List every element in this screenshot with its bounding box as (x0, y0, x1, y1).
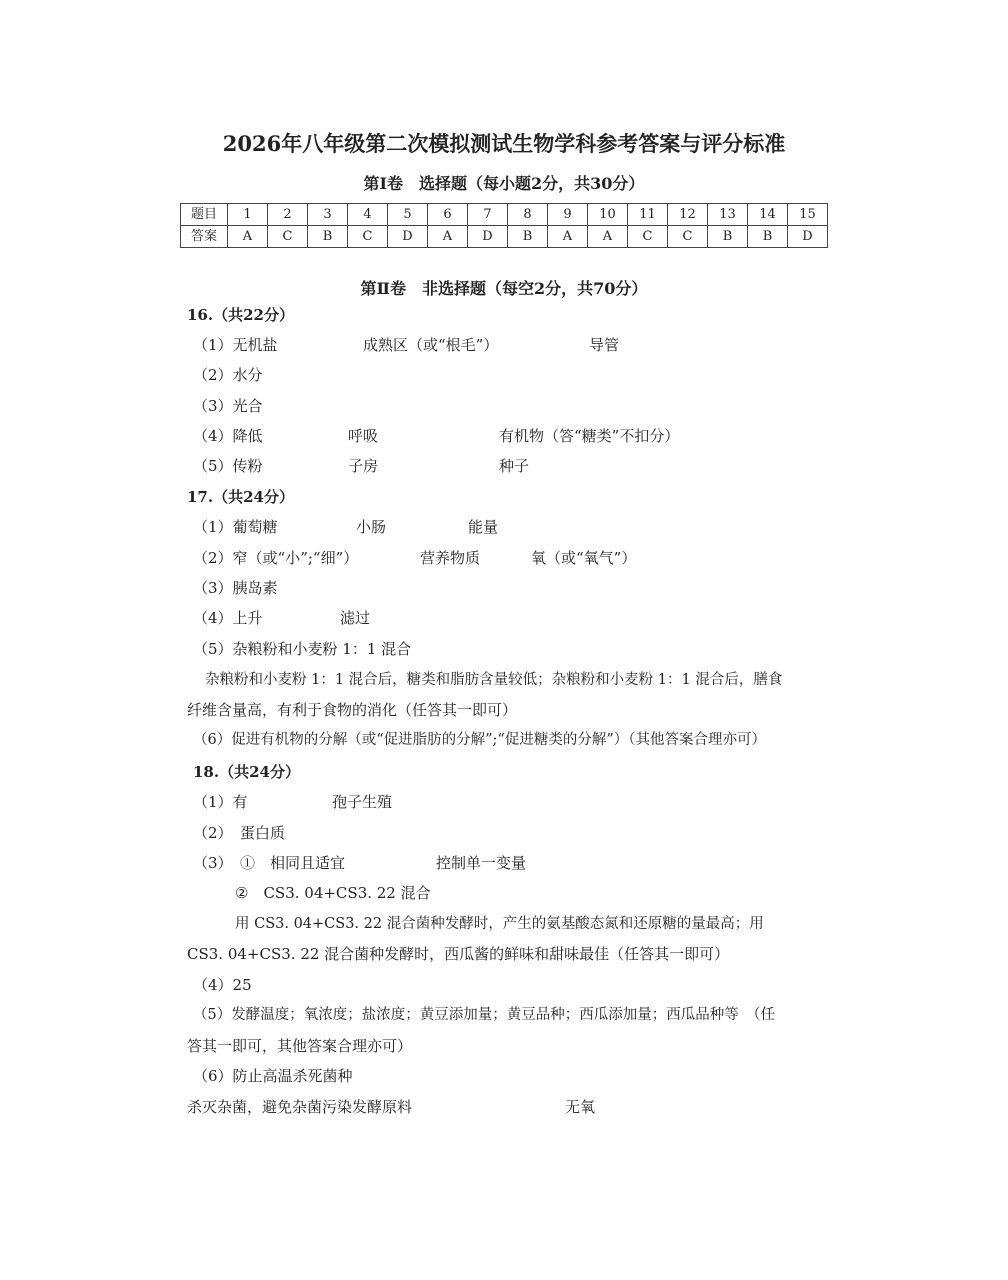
answer-table (180, 203, 828, 248)
q17-4-answer-b: 滤过 (340, 609, 371, 627)
question-number: 4 (348, 204, 388, 226)
question-number: 5 (388, 204, 428, 226)
q18-2-answer: （2） 蛋白质 (193, 824, 286, 842)
q17-2-answer-b: 营养物质 (420, 549, 481, 567)
q16-title: 16.（共22分） (187, 306, 294, 324)
question-number-row (181, 204, 828, 226)
question-number: 14 (748, 204, 788, 226)
q18-4-answer: （4）25 (193, 976, 252, 994)
answer-cell: B (708, 226, 748, 248)
q18-3-answer-c: ② CS3. 04+CS3. 22 混合 (235, 884, 431, 902)
question-number: 12 (668, 204, 708, 226)
q17-1-answer-a: （1）葡萄糖 (193, 518, 278, 536)
q18-1-answer-a: （1）有 (193, 793, 248, 811)
question-number: 9 (548, 204, 588, 226)
q17-5-answer: （5）杂粮粉和小麦粉 1：1 混合 (193, 640, 412, 658)
q17-1-answer-b: 小肠 (356, 518, 387, 536)
q18-3-answer-a: （3） ① 相同且适宜 (193, 854, 346, 872)
q16-1-answer-c: 导管 (589, 336, 620, 354)
q18-3-explanation-line2: CS3. 04+CS3. 22 混合菌种发酵时，西瓜酱的鲜味和甜味最佳（任答其一即可） (187, 945, 730, 963)
answer-cell: C (628, 226, 668, 248)
answer-cell: A (428, 226, 468, 248)
q17-6-answer: （6）促进有机物的分解（或“促进脂肪的分解”;“促进糖类的分解”）（其他答案合理亦可） (193, 732, 767, 748)
answer-cell: C (348, 226, 388, 248)
q16-1-answer-b: 成熟区（或“根毛”） (363, 336, 499, 354)
question-number: 15 (788, 204, 828, 226)
q16-5-answer-c: 种子 (499, 457, 530, 475)
answer-cell: D (788, 226, 828, 248)
q18-1-answer-b: 孢子生殖 (332, 793, 393, 811)
q16-1-answer-a: （1）无机盐 (193, 336, 278, 354)
q16-3-answer: （3）光合 (193, 397, 263, 415)
q17-2-answer-a: （2）窄（或“小”;“细”） (193, 549, 359, 567)
row-label-answer: 答案 (181, 226, 228, 248)
question-number: 11 (628, 204, 668, 226)
answer-cell: A (548, 226, 588, 248)
answer-cell: C (668, 226, 708, 248)
q17-4-answer-a: （4）上升 (193, 609, 263, 627)
q18-7-answer-b: 无氧 (565, 1098, 596, 1116)
question-number: 6 (428, 204, 468, 226)
q17-2-answer-c: 氧（或“氧气”） (531, 549, 637, 567)
answer-cell: C (268, 226, 308, 248)
part-one-heading: 第Ⅰ卷 选择题（每小题2分，共30分） (363, 174, 645, 193)
q17-5-explanation-line2: 纤维含量高，有利于食物的消化（任答其一即可） (187, 701, 518, 719)
answer-cell: A (228, 226, 268, 248)
answer-cell: B (508, 226, 548, 248)
part-two-heading: 第Ⅱ卷 非选择题（每空2分，共70分） (360, 279, 648, 298)
q18-5-answer-line2: 答其一即可，其他答案合理亦可） (187, 1037, 413, 1055)
document-title: 2026年八年级第二次模拟测试生物学科参考答案与评分标准 (222, 131, 786, 156)
q16-4-answer-b: 呼吸 (348, 427, 379, 445)
question-number: 10 (588, 204, 628, 226)
q16-5-answer-b: 子房 (348, 457, 379, 475)
answer-cell: A (588, 226, 628, 248)
q18-6-answer: （6）防止高温杀死菌种 (193, 1067, 353, 1085)
q18-5-answer-line1: （5）发酵温度；氧浓度；盐浓度；黄豆添加量；黄豆品种；西瓜添加量；西瓜品种等 （任 (193, 1007, 775, 1023)
q18-title: 18.（共24分） (193, 763, 300, 781)
q18-3-answer-b: 控制单一变量 (436, 854, 527, 872)
answer-cell: B (748, 226, 788, 248)
answer-cell: D (388, 226, 428, 248)
question-number: 2 (268, 204, 308, 226)
row-label-question: 题目 (181, 204, 228, 226)
answer-cell: B (308, 226, 348, 248)
q18-7-answer-a: 杀灭杂菌，避免杂菌污染发酵原料 (187, 1098, 413, 1116)
answer-row (181, 226, 828, 248)
q17-title: 17.（共24分） (187, 488, 294, 506)
question-number: 8 (508, 204, 548, 226)
q16-2-answer: （2）水分 (193, 366, 263, 384)
q17-5-explanation-line1: 杂粮粉和小麦粉 1：1 混合后，糖类和脂肪含量较低；杂粮粉和小麦粉 1：1 混合后，膳食 (205, 672, 783, 688)
q16-4-answer-a: （4）降低 (193, 427, 263, 445)
q16-5-answer-a: （5）传粉 (193, 457, 263, 475)
question-number: 7 (468, 204, 508, 226)
question-number: 3 (308, 204, 348, 226)
answer-cell: D (468, 226, 508, 248)
question-number: 1 (228, 204, 268, 226)
question-number: 13 (708, 204, 748, 226)
q16-4-answer-c: 有机物（答“糖类”不扣分） (499, 427, 680, 445)
q17-3-answer: （3）胰岛素 (193, 579, 278, 597)
q17-1-answer-c: 能量 (468, 518, 499, 536)
q18-3-explanation-line1: 用 CS3. 04+CS3. 22 混合菌种发酵时，产生的氨基酸态氮和还原糖的量最高；用 (235, 916, 764, 932)
